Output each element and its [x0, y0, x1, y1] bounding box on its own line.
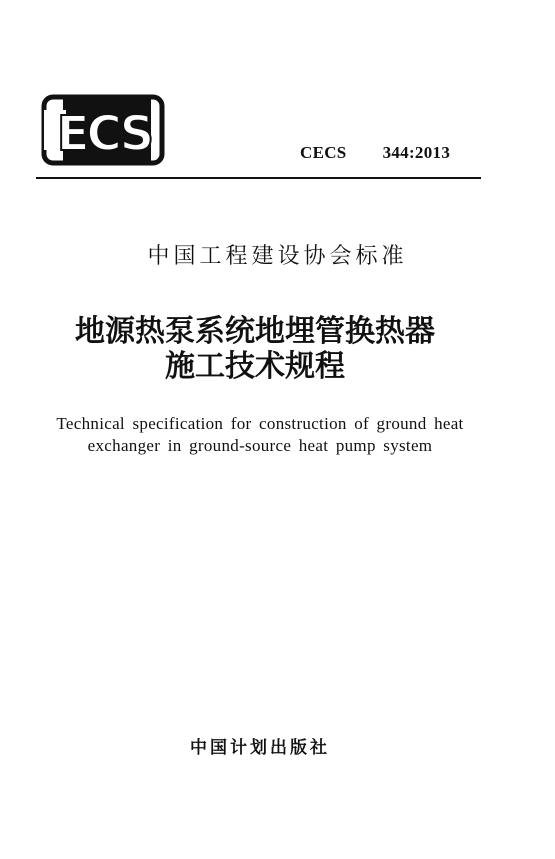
series-title: 中国工程建设协会标准 [147, 244, 408, 269]
main-title-line-1: 地源热泵系统地埋管换热器 [75, 314, 435, 349]
standard-code-prefix: CECS [300, 143, 347, 162]
publisher-name: 中国计划出版社 [190, 738, 330, 758]
main-title-line-2: 施工技术规程 [165, 349, 345, 384]
header-rule [36, 177, 481, 179]
english-title-line-2: exchanger in ground-source heat pump system [87, 436, 433, 455]
svg-text:ECS: ECS [56, 106, 152, 162]
english-title-line-1: Technical specification for construction of ground heat [56, 414, 464, 433]
ecs-logo [41, 94, 165, 166]
standard-code-number: 344:2013 [382, 143, 451, 162]
standard-code [300, 143, 450, 163]
